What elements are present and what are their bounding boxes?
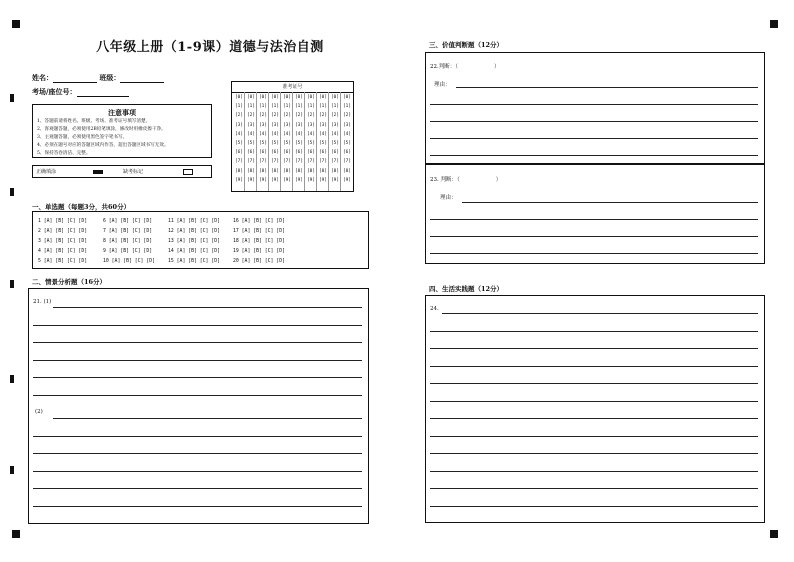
mcq-answer-row[interactable]: 6 [A] [B] [C] [D] [103,219,153,224]
admission-digit-bubble[interactable]: [5] [343,141,351,147]
admission-digit-bubble[interactable]: [7] [319,159,327,165]
corner-mark-bl [12,530,20,538]
section-3-title: 三、价值判断题（12分） [429,41,504,49]
q21-number: 21. (1) [33,299,52,305]
section-2-title: 二、情景分析题（16分） [32,278,107,286]
admission-digit-bubble[interactable]: [4] [331,131,339,137]
exam-seat-label: 考场/座位号： [32,87,77,96]
page-title: 八年级上册（1-9课）道德与法治自测 [96,40,324,55]
timing-mark [10,375,14,383]
admission-digit-bubble[interactable]: [3] [283,122,291,128]
answer-line[interactable] [430,138,758,139]
section-4-title: 四、生活实践题（12分） [429,285,504,293]
answer-line[interactable] [33,325,362,326]
admission-digit-bubble[interactable]: [9] [283,177,291,183]
admission-digit-bubble[interactable]: [7] [343,159,351,165]
admission-digit-bubble[interactable]: [4] [343,131,351,137]
admission-digit-bubble[interactable]: [4] [307,131,315,137]
admission-digit-bubble[interactable]: [9] [259,177,267,183]
mcq-answer-row[interactable]: 4 [A] [B] [C] [D] [38,249,88,254]
mcq-answer-row[interactable]: 12 [A] [B] [C] [D] [168,229,220,234]
mcq-answer-row[interactable]: 7 [A] [B] [C] [D] [103,229,153,234]
mcq-answer-row[interactable]: 1 [A] [B] [C] [D] [38,219,88,224]
q22-judge: 22.判断：（ ） [430,64,500,70]
admission-digit-bubble[interactable]: [7] [235,159,243,165]
mcq-answer-row[interactable]: 13 [A] [B] [C] [D] [168,239,220,244]
answer-line[interactable] [430,418,758,419]
mcq-answer-row[interactable]: 17 [A] [B] [C] [D] [233,229,285,234]
admission-digit-bubble[interactable]: [6] [283,150,291,156]
timing-mark [10,94,14,102]
notice-line: 4、必须在题号对应的答题区域内作答，超出答题区域书写无效。 [37,143,169,148]
admission-digit-bubble[interactable]: [2] [307,113,315,119]
admission-digit-bubble[interactable]: [8] [331,168,339,174]
admission-digit-bubble[interactable]: [8] [259,168,267,174]
admission-digit-bubble[interactable]: [5] [283,141,291,147]
admission-digit-bubble[interactable]: [0] [295,95,303,100]
admission-digit-bubble[interactable]: [1] [283,104,291,110]
admission-digit-bubble[interactable]: [8] [295,168,303,174]
admission-digit-bubble[interactable]: [4] [235,131,243,137]
admission-digit-bubble[interactable]: [1] [247,104,255,110]
admission-digit-bubble[interactable]: [5] [259,141,267,147]
correct-fill-icon [93,170,103,174]
admission-digit-bubble[interactable]: [0] [343,95,351,100]
admission-digit-bubble[interactable]: [6] [331,150,339,156]
grid-divider [256,92,257,191]
answer-line[interactable] [430,436,758,437]
admission-digit-bubble[interactable]: [9] [295,177,303,183]
answer-line[interactable] [430,331,758,332]
answer-line[interactable] [430,253,758,254]
corner-mark-br [770,530,778,538]
answer-line[interactable] [33,506,362,507]
admission-digit-bubble[interactable]: [7] [295,159,303,165]
answer-line[interactable] [33,471,362,472]
fill-legend [32,165,212,178]
missing-mark-box[interactable] [183,169,193,175]
mcq-answer-row[interactable]: 14 [A] [B] [C] [D] [168,249,220,254]
admission-digit-bubble[interactable]: [4] [259,131,267,137]
admission-digit-bubble[interactable]: [6] [307,150,315,156]
answer-line[interactable] [430,366,758,367]
admission-digit-bubble[interactable]: [9] [271,177,279,183]
admission-digit-bubble[interactable]: [2] [247,113,255,119]
answer-line[interactable] [33,342,362,343]
mcq-answer-row[interactable]: 18 [A] [B] [C] [D] [233,239,285,244]
admission-digit-bubble[interactable]: [3] [247,122,255,128]
name-field[interactable] [53,75,97,83]
admission-digit-column [258,93,268,185]
admission-digit-bubble[interactable]: [8] [235,168,243,174]
admission-digit-bubble[interactable]: [0] [283,95,291,100]
answer-line[interactable] [456,87,758,88]
admission-digit-column [234,93,244,185]
admission-digit-bubble[interactable]: [6] [295,150,303,156]
admission-digit-column [294,93,304,185]
notice-line: 3、主观题答题，必须使用黑色签字笔书写。 [37,135,128,140]
answer-line[interactable] [33,488,362,489]
notice-box [32,104,212,158]
notice-title: 注意事项 [108,108,136,117]
answer-line[interactable] [430,155,758,156]
section-1-title: 一、单选题（每题3分，共60分） [32,203,131,211]
admission-digit-bubble[interactable]: [1] [259,104,267,110]
answer-line[interactable] [33,395,362,396]
admission-digit-bubble[interactable]: [8] [283,168,291,174]
grid-divider [316,92,317,191]
admission-digit-bubble[interactable]: [3] [331,122,339,128]
admission-digit-bubble[interactable]: [4] [295,131,303,137]
mcq-answer-row[interactable]: 2 [A] [B] [C] [D] [38,229,88,234]
admission-digit-bubble[interactable]: [1] [319,104,327,110]
q22-reason-label: 理由： [434,82,451,88]
admission-digit-bubble[interactable]: [1] [295,104,303,110]
q23-reason-label: 理由： [440,195,457,201]
student-name-row [32,73,164,83]
admission-digit-bubble[interactable]: [5] [235,141,243,147]
admission-digit-bubble[interactable]: [6] [247,150,255,156]
admission-digit-bubble[interactable]: [7] [331,159,339,165]
admission-digit-bubble[interactable]: [2] [259,113,267,119]
mcq-box [32,211,369,269]
answer-line[interactable] [33,377,362,378]
q21-part1-label: (1) [43,299,52,305]
admission-digit-column [246,93,256,185]
notice-line: 2、客观题答题，必须使用2B铅笔填涂，修改时用橡皮擦干净。 [37,127,166,132]
mcq-answer-row[interactable]: 20 [A] [B] [C] [D] [233,259,285,264]
admission-digit-bubble[interactable]: [3] [259,122,267,128]
timing-mark [10,280,14,288]
admission-number-grid [231,81,354,192]
mcq-answer-row[interactable]: 10 [A] [B] [C] [D] [103,259,155,264]
admission-digit-column [330,93,340,185]
q21-part2-label: (2) [35,409,43,415]
grid-divider [328,92,329,191]
corner-mark-tr [770,20,778,28]
admission-digit-bubble[interactable]: [0] [307,95,315,100]
admission-digit-bubble[interactable]: [4] [283,131,291,137]
admission-digit-bubble[interactable]: [5] [295,141,303,147]
grid-divider [268,92,269,191]
admission-digit-bubble[interactable]: [5] [331,141,339,147]
mcq-answer-row[interactable]: 3 [A] [B] [C] [D] [38,239,88,244]
q24-answer-box [425,295,765,523]
admission-digit-column [306,93,316,185]
grid-divider [280,92,281,191]
answer-line[interactable] [430,401,758,402]
admission-digit-bubble[interactable]: [2] [283,113,291,119]
answer-line[interactable] [430,104,758,105]
q23-judge: 23. 判断：（ ） [430,177,502,183]
admission-digit-bubble[interactable]: [9] [319,177,327,183]
answer-line[interactable] [430,506,758,507]
class-label: 班级： [99,73,121,82]
admission-digit-bubble[interactable]: [5] [247,141,255,147]
answer-line[interactable] [33,436,362,437]
admission-digit-bubble[interactable]: [6] [271,150,279,156]
admission-digit-bubble[interactable]: [0] [319,95,327,100]
answer-line[interactable] [430,383,758,384]
admission-digit-bubble[interactable]: [5] [319,141,327,147]
admission-digit-column [270,93,280,185]
missing-mark-label: 缺考标记 [123,169,144,175]
admission-digit-bubble[interactable]: [0] [331,95,339,100]
answer-line[interactable] [430,236,758,237]
grid-divider [292,92,293,191]
answer-line[interactable] [462,202,758,203]
notice-line: 1、答题前请将姓名、班级、考场、准考证号填写清楚。 [37,119,151,124]
grid-divider [244,92,245,191]
admission-digit-bubble[interactable]: [1] [331,104,339,110]
admission-digit-bubble[interactable]: [2] [235,113,243,119]
admission-digit-bubble[interactable]: [4] [271,131,279,137]
notice-line: 5、保持答卷清洁、完整。 [37,151,91,156]
answer-line[interactable] [53,307,362,308]
admission-digit-bubble[interactable]: [9] [331,177,339,183]
admission-digit-bubble[interactable]: [0] [271,95,279,100]
mcq-answer-row[interactable]: 15 [A] [B] [C] [D] [168,259,220,264]
admission-digit-column [282,93,292,185]
corner-mark-tl [12,20,20,28]
answer-line[interactable] [430,488,758,489]
answer-line[interactable] [430,348,758,349]
exam-seat-row [32,87,129,97]
q22-answer-box [425,52,765,164]
admission-digit-bubble[interactable]: [2] [331,113,339,119]
answer-line[interactable] [430,219,758,220]
mcq-answer-row[interactable]: 19 [A] [B] [C] [D] [233,249,285,254]
admission-digit-bubble[interactable]: [7] [247,159,255,165]
grid-divider [340,92,341,191]
mcq-answer-row[interactable]: 8 [A] [B] [C] [D] [103,239,153,244]
name-label: 姓名： [32,73,53,82]
admission-digit-bubble[interactable]: [2] [271,113,279,119]
admission-digit-bubble[interactable]: [7] [283,159,291,165]
mcq-answer-row[interactable]: 9 [A] [B] [C] [D] [103,249,153,254]
admission-digit-bubble[interactable]: [5] [271,141,279,147]
admission-digit-bubble[interactable]: [1] [235,104,243,110]
answer-line[interactable] [53,418,362,419]
admission-digit-bubble[interactable]: [8] [307,168,315,174]
admission-digit-bubble[interactable]: [2] [295,113,303,119]
answer-line[interactable] [430,121,758,122]
admission-digit-bubble[interactable]: [4] [319,131,327,137]
exam-seat-field[interactable] [77,89,129,97]
admission-digit-bubble[interactable]: [6] [343,150,351,156]
answer-line[interactable] [430,453,758,454]
answer-line[interactable] [430,471,758,472]
admission-digit-bubble[interactable]: [6] [319,150,327,156]
admission-digit-bubble[interactable]: [9] [343,177,351,183]
admission-digit-column [318,93,328,185]
admission-digit-bubble[interactable]: [1] [307,104,315,110]
grid-divider [304,92,305,191]
admission-digit-bubble[interactable]: [6] [259,150,267,156]
admission-digit-bubble[interactable]: [7] [271,159,279,165]
admission-digit-bubble[interactable]: [2] [319,113,327,119]
admission-digit-bubble[interactable]: [3] [295,122,303,128]
admission-digit-bubble[interactable]: [9] [247,177,255,183]
answer-line[interactable] [442,313,758,314]
admission-digit-column [342,93,352,185]
admission-digit-bubble[interactable]: [3] [235,122,243,128]
admission-digit-bubble[interactable]: [7] [307,159,315,165]
admission-digit-bubble[interactable]: [3] [343,122,351,128]
admission-digit-bubble[interactable]: [8] [319,168,327,174]
admission-digit-bubble[interactable]: [8] [343,168,351,174]
q24-number: 24. [430,306,439,312]
admission-digit-bubble[interactable]: [0] [235,95,243,100]
admission-digit-bubble[interactable]: [8] [271,168,279,174]
admission-digit-bubble[interactable]: [0] [247,95,255,100]
admission-digit-bubble[interactable]: [3] [307,122,315,128]
q21-answer-box [28,288,369,524]
mcq-answer-row[interactable]: 16 [A] [B] [C] [D] [233,219,285,224]
admission-digit-bubble[interactable]: [1] [271,104,279,110]
mcq-answer-row[interactable]: 11 [A] [B] [C] [D] [168,219,220,224]
admission-digit-bubble[interactable]: [6] [235,150,243,156]
admission-digit-bubble[interactable]: [3] [319,122,327,128]
admission-digit-bubble[interactable]: [0] [259,95,267,100]
correct-fill-label: 正确填涂 [36,169,57,175]
admission-digit-bubble[interactable]: [9] [307,177,315,183]
admission-digit-bubble[interactable]: [9] [235,177,243,183]
admission-digit-bubble[interactable]: [7] [259,159,267,165]
answer-line[interactable] [33,360,362,361]
class-field[interactable] [120,75,164,83]
q23-answer-box [425,164,765,264]
mcq-answer-row[interactable]: 5 [A] [B] [C] [D] [38,259,88,264]
admission-digit-bubble[interactable]: [2] [343,113,351,119]
timing-mark [10,188,14,196]
admission-digit-bubble[interactable]: [1] [343,104,351,110]
admission-digit-bubble[interactable]: [3] [271,122,279,128]
admission-digit-bubble[interactable]: [4] [247,131,255,137]
answer-line[interactable] [33,453,362,454]
admission-digit-bubble[interactable]: [8] [247,168,255,174]
admission-digit-bubble[interactable]: [5] [307,141,315,147]
timing-mark [10,466,14,474]
admission-number-header: 准考证号 [232,82,353,93]
